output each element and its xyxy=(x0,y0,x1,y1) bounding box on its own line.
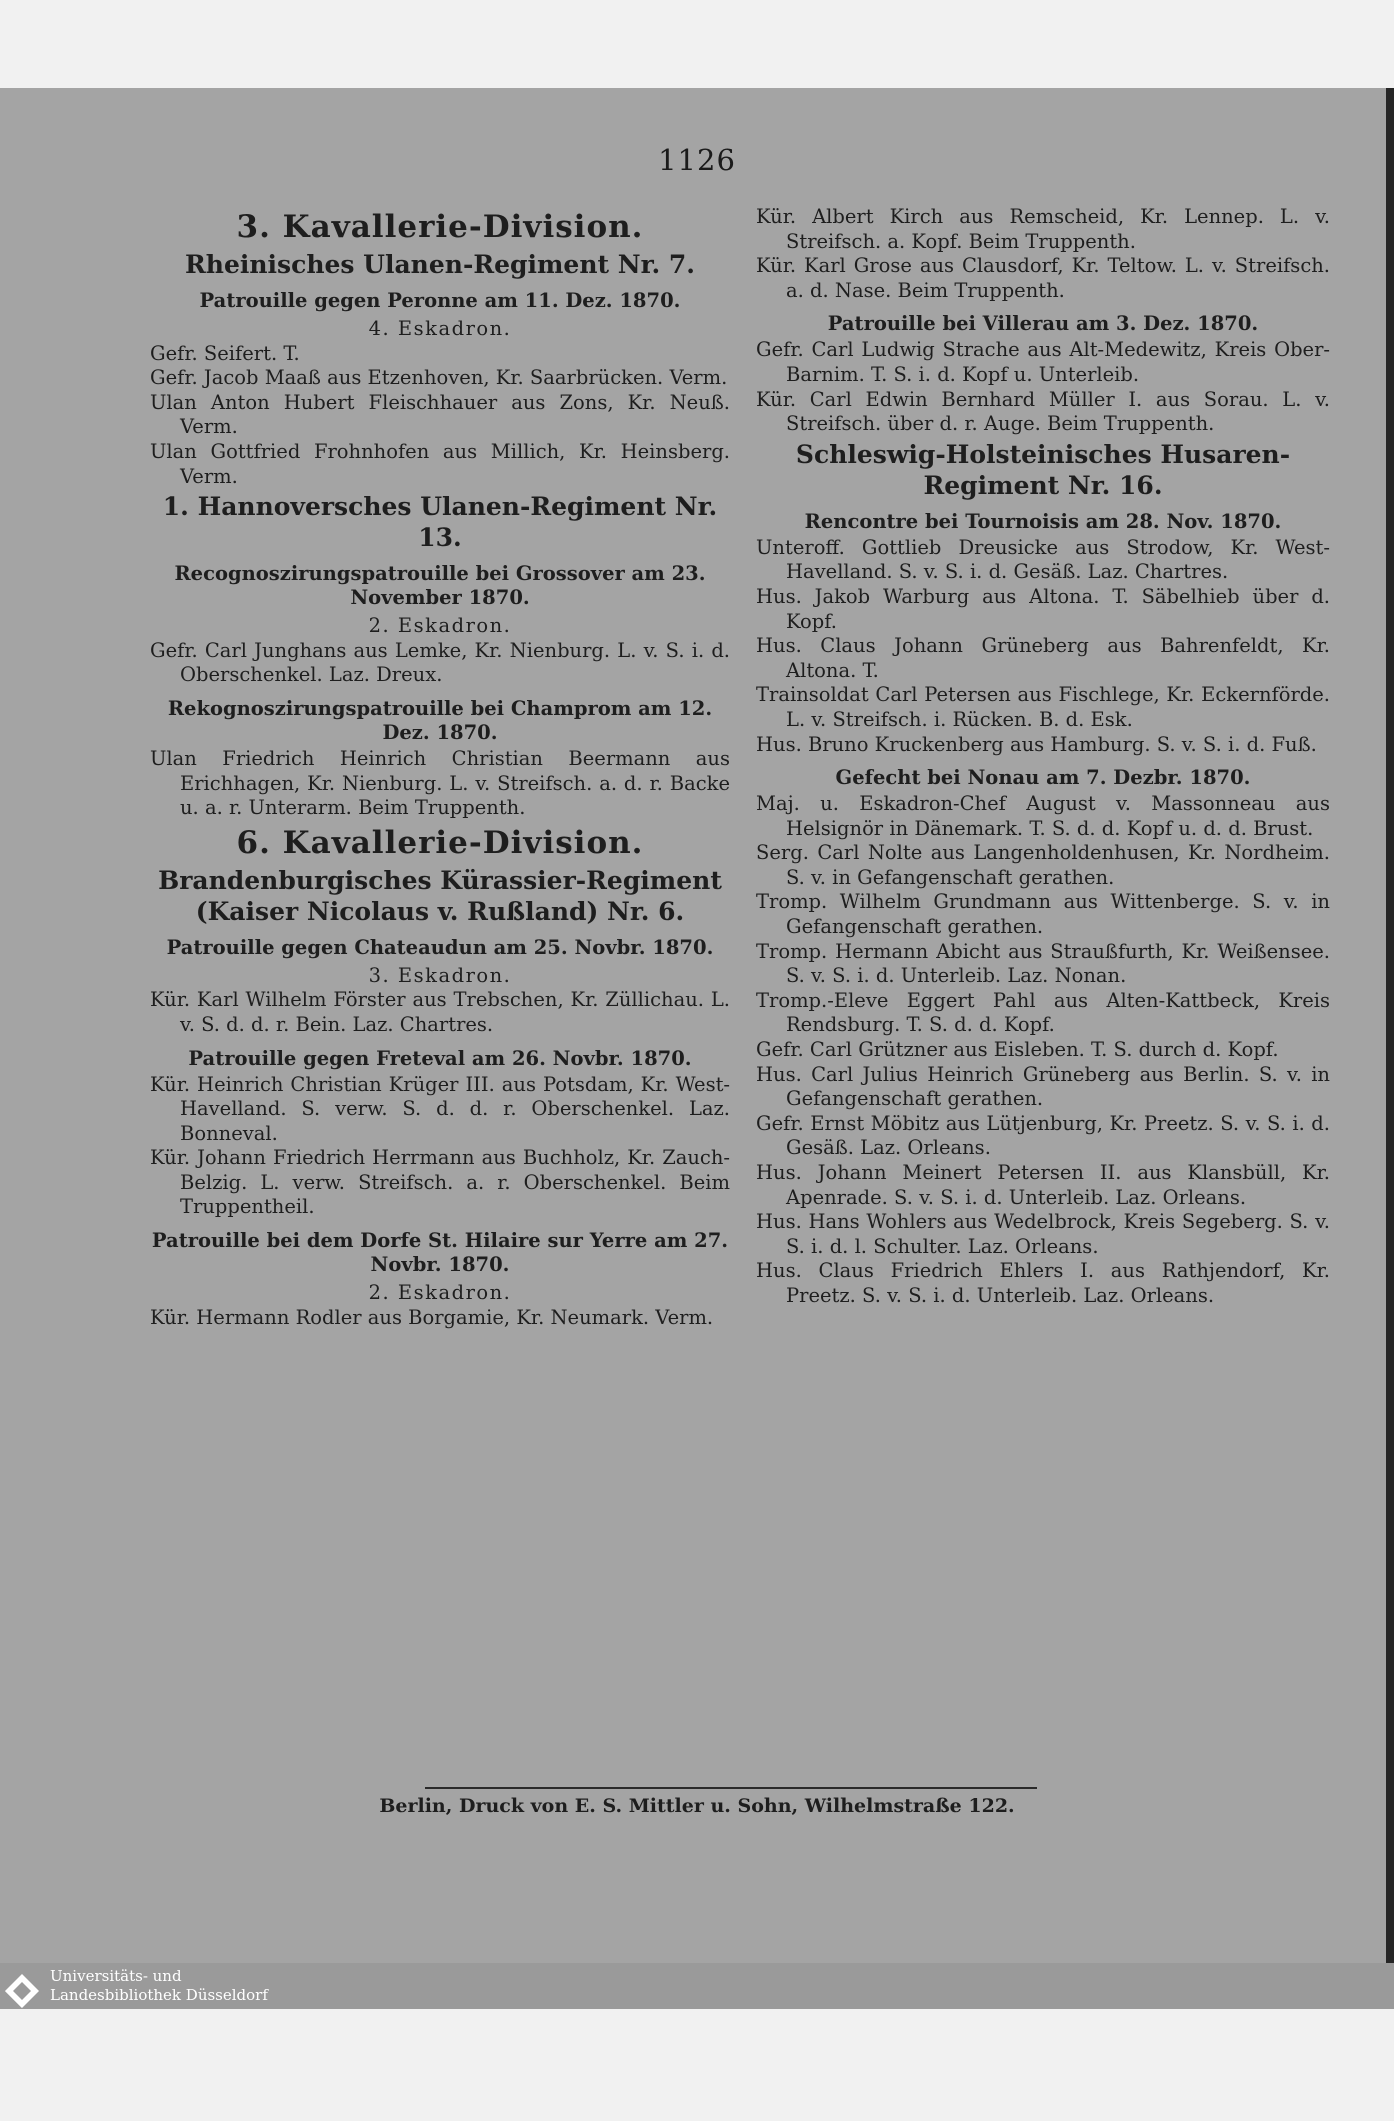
casualty-entry: Unteroff. Gottlieb Dreusicke aus Strodow, Kr. West-Havelland. S. v. S. i. d. Gesäß. Laz. Chartres. xyxy=(756,535,1330,584)
casualty-entry: Kür. Albert Kirch aus Remscheid, Kr. Lennep. L. v. Streifsch. a. Kopf. Beim Truppenth. xyxy=(756,205,1330,253)
casualty-entry: Tromp.-Eleve Eggert Pahl aus Alten-Kattbeck, Kreis Rendsburg. T. S. d. d. Kopf. xyxy=(756,988,1330,1037)
casualty-entry: Gefr. Carl Junghans aus Lemke, Kr. Nienburg. L. v. S. i. d. Oberschenkel. Laz. Dreux. xyxy=(150,638,730,687)
casualty-entry: Gefr. Carl Grützner aus Eisleben. T. S. durch d. Kopf. xyxy=(756,1038,1279,1062)
casualty-entry: Tromp. Hermann Abicht aus Straußfurth, Kr. Weißensee. S. v. S. i. d. Unterleib. Laz. Nonan. xyxy=(756,939,1330,988)
library-watermark-bar xyxy=(0,1963,1394,2009)
division-heading: 6. Kavallerie-Division. xyxy=(236,824,644,861)
patrol-heading: Patrouille bei Villerau am 3. Dez. 1870. xyxy=(827,312,1259,336)
regiment-heading: Brandenburgisches Kürassier-Regiment (Kaiser Nicolaus v. Rußland) Nr. 6. xyxy=(158,865,722,926)
regiment-heading: Schleswig-Holsteinisches Husaren-Regiment Nr. 16. xyxy=(795,439,1291,500)
casualty-entry: Hus. Claus Friedrich Ehlers I. aus Rathjendorf, Kr. Preetz. S. v. S. i. d. Unterleib. Laz. Orleans. xyxy=(756,1259,1330,1307)
casualty-entry: Hus. Hans Wohlers aus Wedelbrock, Kreis Segeberg. S. v. S. i. d. l. Schulter. Laz. Orleans. xyxy=(756,1210,1330,1258)
patrol-heading: Patrouille gegen Freteval am 26. Novbr. 1870. xyxy=(188,1046,692,1070)
casualty-entry: Kür. Heinrich Christian Krüger III. aus Potsdam, Kr. West-Havelland. S. verw. S. d. d. r. Oberschenkel. Laz. Bonneval. xyxy=(150,1072,730,1145)
library-name-line-2: Landesbibliothek Düsseldorf xyxy=(50,1986,268,2004)
scan-edge-shadow xyxy=(1386,88,1394,1963)
page-number: 1126 xyxy=(658,143,736,177)
casualty-entry: Kür. Karl Grose aus Clausdorf, Kr. Teltow. L. v. Streifsch. a. d. Nase. Beim Truppenth. xyxy=(756,254,1330,302)
casualty-entry: Gefr. Seifert. T. xyxy=(150,341,300,365)
library-name xyxy=(50,1967,268,2005)
footer-rule xyxy=(425,1787,1037,1789)
regiment-heading: 1. Hannoversches Ulanen-Regiment Nr. 13. xyxy=(162,492,718,553)
patrol-heading: Patrouille gegen Chateaudun am 25. Novbr. 1870. xyxy=(166,935,714,959)
patrol-heading: Gefecht bei Nonau am 7. Dezbr. 1870. xyxy=(835,766,1251,790)
regiment-heading: Rheinisches Ulanen-Regiment Nr. 7. xyxy=(185,250,695,279)
casualty-entry: Kür. Karl Wilhelm Förster aus Trebschen, Kr. Züllichau. L. v. S. d. d. r. Bein. Laz. Chartres. xyxy=(150,988,730,1036)
patrol-heading: Recognoszirungspatrouille bei Grossover am 23. November 1870. xyxy=(174,562,706,610)
casualty-entry: Hus. Bruno Kruckenberg aus Hamburg. S. v. S. i. d. Fuß. xyxy=(756,732,1317,756)
casualty-entry: Hus. Johann Meinert Petersen II. aus Klansbüll, Kr. Apenrade. S. v. S. i. d. Unterleib. Laz. Orleans. xyxy=(756,1161,1330,1209)
casualty-entry: Hus. Claus Johann Grüneberg aus Bahrenfeldt, Kr. Altona. T. xyxy=(756,634,1330,682)
casualty-entry: Ulan Friedrich Heinrich Christian Beermann aus Erichhagen, Kr. Nienburg. L. v. Streifsch. a. d. r. Backe u. a. r. Unterarm. Beim Truppenth. xyxy=(150,746,730,820)
casualty-entry: Tromp. Wilhelm Grundmann aus Wittenberge. S. v. in Gefangenschaft gerathen. xyxy=(756,890,1330,939)
casualty-entry: Gefr. Jacob Maaß aus Etzenhoven, Kr. Saarbrücken. Verm. xyxy=(150,366,728,390)
casualty-entry: Kür. Hermann Rodler aus Borgamie, Kr. Neumark. Verm. xyxy=(150,1305,714,1329)
casualty-entry: Gefr. Ernst Möbitz aus Lütjenburg, Kr. Preetz. S. v. S. i. d. Gesäß. Laz. Orleans. xyxy=(756,1111,1330,1160)
casualty-entry: Hus. Carl Julius Heinrich Grüneberg aus Berlin. S. v. in Gefangenschaft gerathen. xyxy=(756,1062,1330,1111)
casualty-entry: Kür. Johann Friedrich Herrmann aus Buchholz, Kr. Zauch-Belzig. L. verw. Streifsch. a. r. Oberschenkel. Beim Truppentheil. xyxy=(150,1146,730,1219)
squadron-heading: 2. Eskadron. xyxy=(368,614,512,638)
patrol-heading: Rekognoszirungspatrouille bei Champrom am 12. Dez. 1870. xyxy=(167,696,713,744)
right-column xyxy=(756,205,1330,1309)
library-name-line-1: Universitäts- und xyxy=(50,1967,182,1985)
patrol-heading: Rencontre bei Tournoisis am 28. Nov. 1870. xyxy=(804,509,1282,533)
casualty-entry: Gefr. Carl Ludwig Strache aus Alt-Medewitz, Kreis Ober-Barnim. T. S. i. d. Kopf u. Unterleib. xyxy=(756,338,1330,386)
ulb-duesseldorf-logo-icon xyxy=(2,1971,42,2011)
patrol-heading: Patrouille bei dem Dorfe St. Hilaire sur Yerre am 27. Novbr. 1870. xyxy=(151,1229,729,1277)
left-column xyxy=(150,205,730,1330)
squadron-heading: 3. Eskadron. xyxy=(368,963,512,987)
division-heading: 3. Kavallerie-Division. xyxy=(236,209,644,245)
casualty-entry: Hus. Jakob Warburg aus Altona. T. Säbelhieb über d. Kopf. xyxy=(756,584,1330,633)
casualty-entry: Maj. u. Eskadron-Chef August v. Massonneau aus Helsignör in Dänemark. T. S. d. d. Kopf u. d. d. Brust. xyxy=(756,792,1330,840)
printer-imprint: Berlin, Druck von E. S. Mittler u. Sohn, Wilhelmstraße 122. xyxy=(379,1795,1015,1817)
casualty-entry: Ulan Gottfried Frohnhofen aus Millich, Kr. Heinsberg. Verm. xyxy=(150,439,730,488)
patrol-heading: Patrouille gegen Peronne am 11. Dez. 1870. xyxy=(199,289,681,312)
squadron-heading: 4. Eskadron. xyxy=(368,317,512,340)
casualty-entry: Kür. Carl Edwin Bernhard Müller I. aus Sorau. L. v. Streifsch. über d. r. Auge. Beim Truppenth. xyxy=(756,387,1330,436)
casualty-entry: Trainsoldat Carl Petersen aus Fischlege, Kr. Eckernförde. L. v. Streifsch. i. Rücken. B. d. Esk. xyxy=(756,683,1330,731)
casualty-entry: Ulan Anton Hubert Fleischhauer aus Zons, Kr. Neuß. Verm. xyxy=(150,390,730,439)
casualty-entry: Serg. Carl Nolte aus Langenholdenhusen, Kr. Nordheim. S. v. in Gefangenschaft gerathen. xyxy=(756,841,1330,889)
squadron-heading: 2. Eskadron. xyxy=(368,1281,512,1305)
